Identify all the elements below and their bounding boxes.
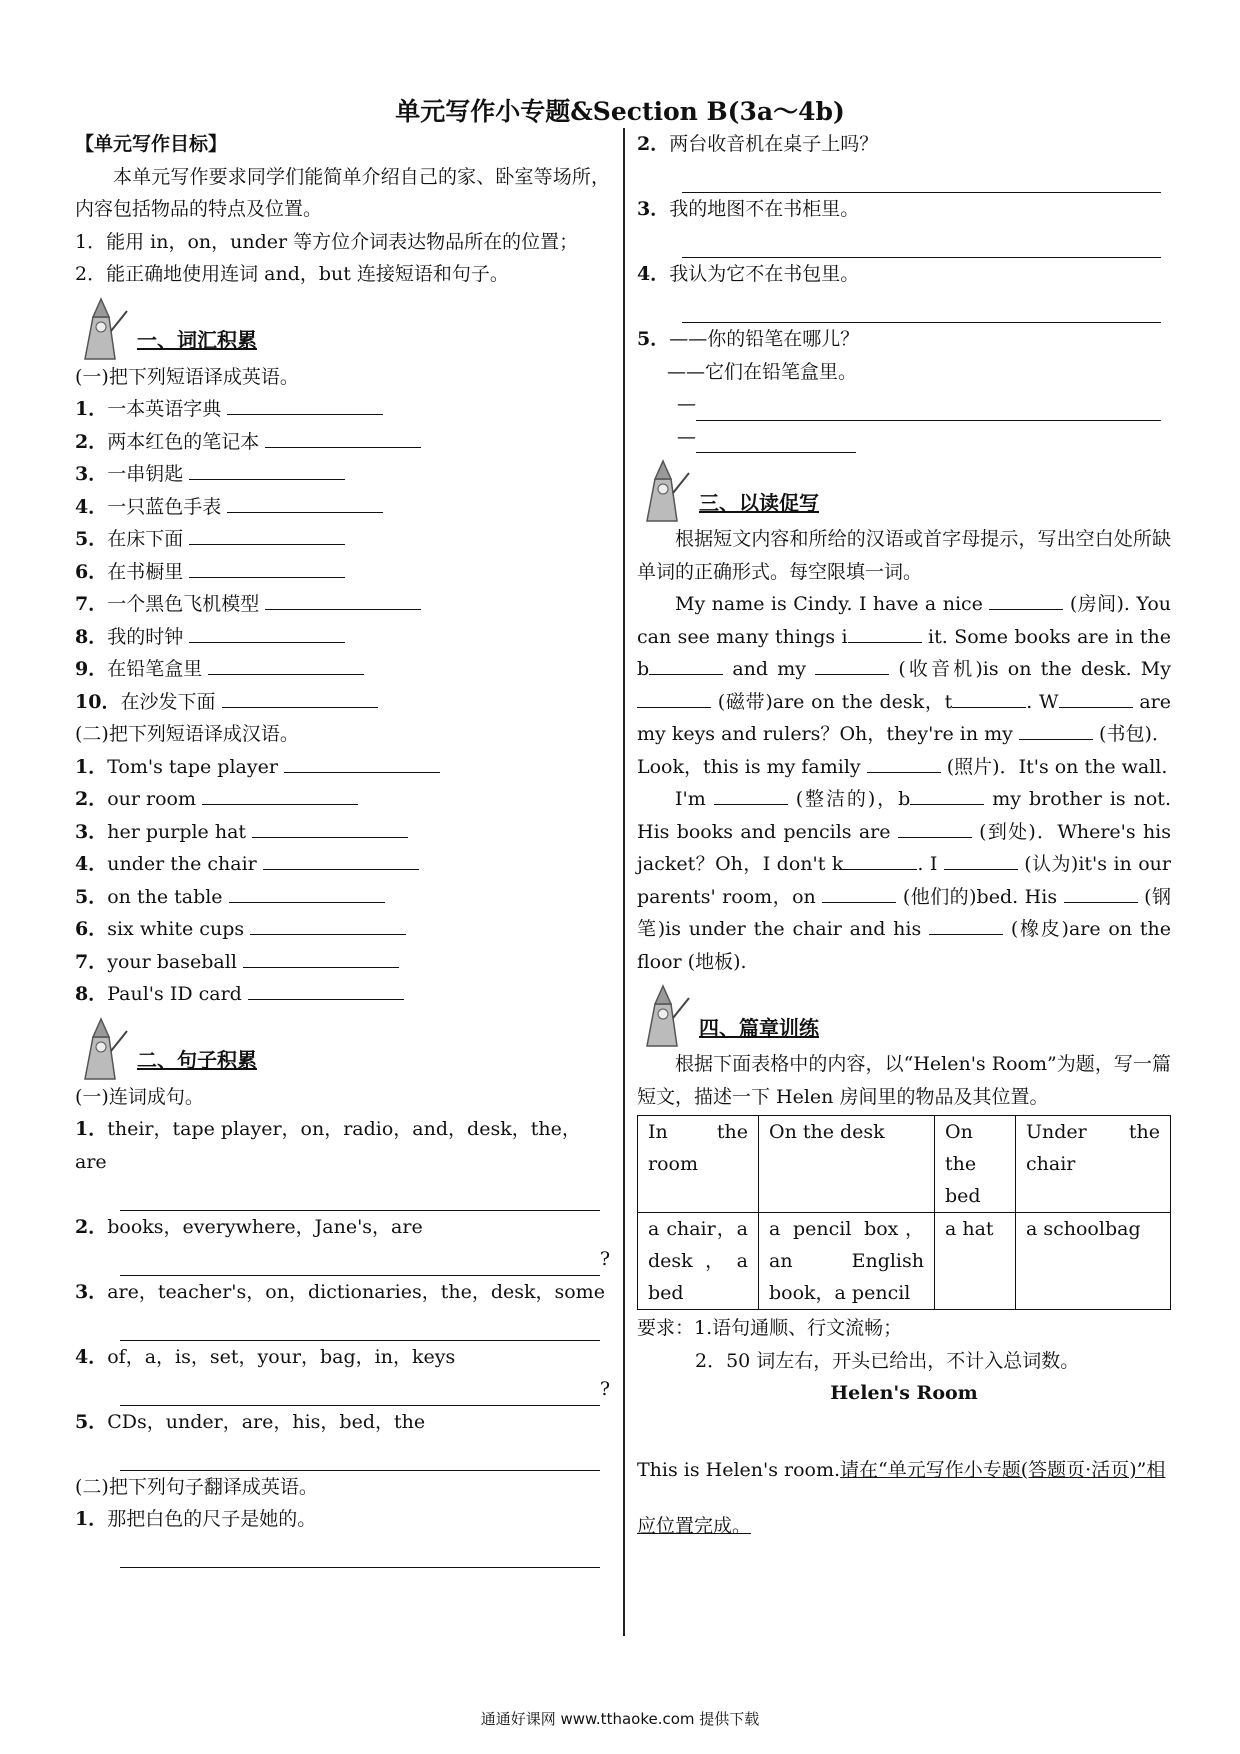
item-number: 3． bbox=[75, 463, 108, 485]
list-item bbox=[75, 426, 610, 459]
answer-row bbox=[75, 1438, 610, 1471]
goal-intro: 本单元写作要求同学们能简单介绍自己的家、卧室等场所，内容包括物品的特点及位置。 bbox=[75, 165, 610, 220]
list-item bbox=[637, 193, 1171, 226]
list-item bbox=[75, 913, 610, 946]
item-text: 一只蓝色手表 bbox=[107, 495, 222, 518]
answer-line[interactable] bbox=[120, 1252, 600, 1276]
list-item bbox=[75, 881, 610, 914]
answer-blank[interactable] bbox=[1059, 687, 1133, 708]
list-item bbox=[637, 258, 1171, 291]
table-row bbox=[638, 1213, 1171, 1310]
passage-text: (整洁的)，b bbox=[787, 788, 911, 810]
answer-line[interactable] bbox=[248, 979, 404, 1000]
table-header-cell: On the bed bbox=[935, 1116, 1016, 1213]
section-reading-header bbox=[637, 457, 1171, 523]
section-vocab-header bbox=[75, 295, 610, 361]
passage-text: it. Some books are in the b bbox=[637, 625, 1172, 680]
answer-blank[interactable] bbox=[898, 817, 972, 838]
item-text: 我的时钟 bbox=[107, 625, 184, 648]
passage-text: (认为)it's in our parents' room，on bbox=[637, 853, 1171, 908]
answer-row bbox=[75, 1308, 610, 1341]
answer-line[interactable] bbox=[189, 557, 345, 578]
list-item bbox=[637, 128, 1171, 161]
answer-line[interactable] bbox=[682, 299, 1161, 323]
item-number: 4． bbox=[75, 1345, 108, 1368]
item-text: 我认为它不在书包里。 bbox=[669, 263, 860, 285]
item-text: 那把白色的尺子是她的。 bbox=[107, 1508, 317, 1530]
table-header-cell: Under the chair bbox=[1016, 1116, 1171, 1213]
item-number: 4． bbox=[637, 263, 670, 285]
item-text: six white cups bbox=[107, 918, 245, 940]
sentences-part2-title: (二)把下列句子翻译成英语。 bbox=[75, 1475, 318, 1498]
passage-text: (书包)．Look，this is my family bbox=[637, 723, 1171, 778]
column-divider bbox=[623, 128, 625, 1636]
reading-instruction: 根据短文内容和所给的汉语或首字母提示，写出空白处所缺单词的正确形式。每空限填一词。 bbox=[637, 528, 1171, 583]
wizard-pencil-icon bbox=[75, 1017, 129, 1081]
answer-line[interactable] bbox=[227, 492, 383, 513]
item-text: their，tape player，on，radio，and，desk，the，are bbox=[75, 1118, 581, 1173]
vocab-part2-list bbox=[75, 751, 610, 1011]
sentences-part1-title: (一)连词成句。 bbox=[75, 1085, 204, 1108]
question-5 bbox=[637, 323, 1171, 453]
answer-line[interactable] bbox=[120, 1447, 600, 1471]
answer-line[interactable] bbox=[682, 169, 1161, 193]
item-number: 4． bbox=[75, 495, 108, 518]
answer-blank[interactable] bbox=[929, 914, 1003, 935]
answer-line[interactable] bbox=[284, 752, 440, 773]
item-number: 3． bbox=[75, 820, 108, 843]
list-item bbox=[75, 848, 610, 881]
table-cell: a chair，a desk，a bed bbox=[638, 1213, 759, 1310]
list-item bbox=[75, 946, 610, 979]
item-number: 1． bbox=[75, 1508, 108, 1530]
section-sentences-header bbox=[75, 1015, 610, 1081]
answer-blank[interactable] bbox=[1064, 882, 1138, 903]
item-text: on the table bbox=[107, 885, 223, 908]
item-number: 9． bbox=[75, 658, 108, 680]
list-item bbox=[75, 393, 610, 426]
answer-row bbox=[75, 1373, 610, 1406]
essay-instruction: 根据下面表格中的内容，以“Helen's Room”为题，写一篇短文，描述一下 Helen 房间里的物品及其位置。 bbox=[637, 1053, 1171, 1108]
item-number: 4． bbox=[75, 853, 108, 875]
page-title: 单元写作小专题&Section B(3a～4b) bbox=[395, 97, 845, 126]
item-text: your baseball bbox=[107, 950, 237, 973]
answer-blank[interactable] bbox=[910, 784, 984, 805]
item-text: CDs，under，are，his，bed，the bbox=[107, 1410, 426, 1433]
item-text: of，a，is，set，your，bag，in，keys bbox=[107, 1345, 456, 1368]
requirement-1: 要求：1.语句通顺、行文流畅； bbox=[637, 1317, 903, 1339]
answer-line[interactable] bbox=[189, 459, 345, 480]
item-text: our room bbox=[107, 788, 197, 810]
answer-line[interactable] bbox=[208, 654, 364, 675]
item-number: 10． bbox=[75, 690, 121, 713]
passage-text: My name is Cindy. I have a nice bbox=[675, 593, 990, 615]
answer-line[interactable] bbox=[222, 687, 378, 708]
answer-line[interactable] bbox=[250, 914, 406, 935]
footer: 通通好课网 www.tthaoke.com 提供下载 bbox=[480, 1710, 760, 1728]
item-text: 在床下面 bbox=[107, 528, 184, 550]
info-table bbox=[637, 1115, 1171, 1310]
item-text: 在书橱里 bbox=[107, 560, 184, 583]
item-text: 在沙发下面 bbox=[120, 690, 216, 713]
answer-line[interactable] bbox=[202, 784, 358, 805]
item-number: 5． bbox=[75, 1410, 108, 1433]
answer-blank[interactable] bbox=[944, 849, 1018, 870]
item-number: 8． bbox=[75, 983, 108, 1005]
answer-line[interactable] bbox=[120, 1317, 600, 1341]
list-item bbox=[75, 458, 610, 491]
essay-opening: This is Helen's room. bbox=[637, 1458, 841, 1481]
answer-line[interactable] bbox=[243, 947, 399, 968]
answer-blank[interactable] bbox=[867, 752, 941, 773]
q5-line-b: ——它们在铅笔盒里。 bbox=[667, 360, 858, 383]
list-item bbox=[75, 686, 610, 719]
answer-line[interactable] bbox=[265, 589, 421, 610]
essay-start bbox=[637, 1442, 1171, 1554]
item-number: 2． bbox=[75, 788, 108, 810]
table-cell: a pencil box，an English book，a pencil bbox=[759, 1213, 935, 1310]
item-number: 5． bbox=[75, 528, 108, 550]
answer-line[interactable] bbox=[229, 882, 385, 903]
answer-blank[interactable] bbox=[637, 687, 711, 708]
q5-line-a: ——你的铅笔在哪儿？ bbox=[669, 328, 860, 350]
item-text: books，everywhere，Jane's，are bbox=[107, 1215, 423, 1238]
answer-row bbox=[637, 226, 1171, 259]
item-number: 6． bbox=[75, 918, 108, 940]
reading-paragraph-2 bbox=[637, 783, 1171, 978]
item-number: 5． bbox=[75, 885, 108, 908]
passage-text: and my bbox=[723, 658, 816, 680]
answer-blank[interactable] bbox=[1019, 719, 1093, 740]
table-header-cell: In the room bbox=[638, 1116, 759, 1213]
item-number: 8． bbox=[75, 625, 108, 648]
item-number: 7． bbox=[75, 593, 108, 615]
answer-blank[interactable] bbox=[952, 687, 1026, 708]
passage-text: I'm bbox=[675, 788, 714, 810]
answer-blank[interactable] bbox=[989, 589, 1063, 610]
q5-dash-2: — bbox=[677, 425, 696, 448]
item-number: 2． bbox=[75, 430, 108, 453]
list-item bbox=[75, 1276, 610, 1309]
vocab-part1-list bbox=[75, 393, 610, 718]
goal-list bbox=[75, 226, 610, 291]
answer-line[interactable] bbox=[682, 234, 1161, 258]
item-text: are，teacher's，on，dictionaries，the，desk，some bbox=[107, 1280, 605, 1303]
requirement-2: 2．50 词左右，开头已给出，不计入总词数。 bbox=[695, 1349, 1080, 1372]
answer-row bbox=[637, 291, 1171, 324]
vocab-part1-title: (一)把下列短语译成英语。 bbox=[75, 365, 299, 388]
list-item bbox=[75, 978, 610, 1011]
list-item bbox=[75, 1341, 610, 1374]
passage-text: (收音机)is on the desk. My bbox=[889, 658, 1171, 680]
section-vocab-title: 一、词汇积累 bbox=[137, 328, 257, 352]
answer-blank[interactable] bbox=[649, 654, 723, 675]
answer-blank[interactable] bbox=[848, 622, 922, 643]
q5-dash-1: — bbox=[677, 393, 696, 415]
q5-answer-line-2[interactable] bbox=[696, 432, 856, 453]
goal-item: 2．能正确地使用连词 and，but 连接短语和句子。 bbox=[75, 263, 509, 285]
essay-title: Helen's Room bbox=[830, 1382, 978, 1404]
list-item bbox=[75, 1503, 610, 1536]
passage-text: (橡皮)are on the floor (地板). bbox=[637, 918, 1172, 973]
item-text: 我的地图不在书柜里。 bbox=[669, 198, 860, 220]
question-mark: ? bbox=[599, 1248, 610, 1270]
item-text: Paul's ID card bbox=[107, 983, 242, 1005]
passage-text: (他们的)bed. His bbox=[896, 885, 1064, 908]
item-text: under the chair bbox=[107, 853, 257, 875]
sentences-part2-list-cont bbox=[637, 128, 1171, 323]
goal-heading: 【单元写作目标】 bbox=[75, 133, 228, 155]
passage-text: . W bbox=[1026, 690, 1059, 713]
list-item bbox=[75, 1406, 610, 1439]
list-item bbox=[75, 621, 610, 654]
item-text: her purple hat bbox=[107, 820, 247, 843]
reading-paragraph-1 bbox=[637, 588, 1171, 783]
answer-line[interactable] bbox=[189, 524, 345, 545]
item-number: 6． bbox=[75, 560, 108, 583]
table-cell: a hat bbox=[935, 1213, 1016, 1310]
list-item bbox=[75, 653, 610, 686]
list-item bbox=[75, 783, 610, 816]
answer-line[interactable] bbox=[252, 817, 408, 838]
passage-text: (房间). You can see many things i bbox=[637, 593, 1171, 648]
answer-row bbox=[637, 161, 1171, 194]
list-item bbox=[75, 491, 610, 524]
item-number: 3． bbox=[637, 198, 670, 220]
item-text: Tom's tape player bbox=[107, 755, 278, 778]
answer-blank[interactable] bbox=[815, 654, 889, 675]
item-text: 一串钥匙 bbox=[107, 463, 184, 485]
q5-answer-line-1[interactable] bbox=[696, 400, 1161, 421]
passage-text: (磁带)are on the desk，t bbox=[711, 690, 953, 713]
goal-item: 1．能用 in，on，under 等方位介词表达物品所在的位置； bbox=[75, 230, 579, 253]
list-item bbox=[75, 816, 610, 849]
answer-blank[interactable] bbox=[714, 784, 788, 805]
list-item bbox=[75, 556, 610, 589]
section-sentences-title: 二、句子积累 bbox=[137, 1048, 257, 1072]
section-essay-title: 四、篇章训练 bbox=[699, 1015, 819, 1040]
table-header-row bbox=[638, 1116, 1171, 1213]
item-text: 在铅笔盒里 bbox=[107, 658, 203, 680]
item-number: 3． bbox=[75, 1280, 108, 1303]
item-text: 两台收音机在桌子上吗？ bbox=[669, 133, 879, 155]
passage-text: are my keys and rulers？Oh，they're in my bbox=[637, 690, 1171, 745]
question-mark: ? bbox=[599, 1378, 610, 1400]
wizard-pencil-icon bbox=[637, 459, 691, 523]
passage-text: . I bbox=[917, 853, 944, 875]
item-number: 2． bbox=[75, 1215, 108, 1238]
section-reading-title: 三、以读促写 bbox=[699, 490, 819, 515]
item-number: 1． bbox=[75, 755, 108, 778]
list-item bbox=[75, 751, 610, 784]
answer-row bbox=[75, 1178, 610, 1211]
vocab-part2-title: (二)把下列短语译成汉语。 bbox=[75, 723, 299, 745]
wizard-pencil-icon bbox=[637, 984, 691, 1048]
list-item bbox=[75, 588, 610, 621]
table-cell: a schoolbag bbox=[1016, 1213, 1171, 1310]
list-item bbox=[75, 523, 610, 556]
passage-text: (到处)．Where's his jacket？Oh，I don't k bbox=[637, 820, 1172, 875]
answer-blank[interactable] bbox=[843, 849, 917, 870]
list-item bbox=[75, 1113, 610, 1178]
item-text: 两本红色的笔记本 bbox=[107, 430, 260, 453]
answer-row bbox=[75, 1243, 610, 1276]
answer-line[interactable] bbox=[227, 394, 383, 415]
answer-line[interactable] bbox=[189, 622, 345, 643]
left-column bbox=[75, 128, 610, 1568]
section-essay-header bbox=[637, 982, 1171, 1048]
answer-line[interactable] bbox=[263, 849, 419, 870]
answer-line[interactable] bbox=[265, 427, 421, 448]
item-text: 一个黑色飞机模型 bbox=[107, 593, 260, 615]
item-number: 1． bbox=[75, 398, 108, 420]
answer-blank[interactable] bbox=[822, 882, 896, 903]
answer-line[interactable] bbox=[120, 1382, 600, 1406]
item-number: 2． bbox=[637, 133, 670, 155]
item-text: 一本英语字典 bbox=[107, 398, 222, 420]
wizard-pencil-icon bbox=[75, 297, 129, 361]
answer-page-note: 请在“单元写作小专题(答题页·活页)”相应位置完成。 bbox=[637, 1458, 1166, 1537]
table-header-cell: On the desk bbox=[759, 1116, 935, 1213]
item-number: 7． bbox=[75, 950, 108, 973]
q5-number: 5． bbox=[637, 328, 670, 350]
sentences-part2-list bbox=[75, 1503, 610, 1568]
answer-row bbox=[75, 1536, 610, 1569]
item-number: 1． bbox=[75, 1118, 108, 1140]
passage-text: (钢笔)is under the chair and his bbox=[637, 885, 1171, 940]
passage-text: my brother is not. His books and pencils are bbox=[637, 788, 1171, 843]
answer-line[interactable] bbox=[120, 1544, 600, 1568]
right-column bbox=[637, 128, 1171, 1554]
sentences-part1-list bbox=[75, 1113, 610, 1471]
answer-line[interactable] bbox=[120, 1187, 600, 1211]
passage-text: (照片)．It's on the wall. bbox=[940, 755, 1168, 778]
list-item bbox=[75, 1211, 610, 1244]
